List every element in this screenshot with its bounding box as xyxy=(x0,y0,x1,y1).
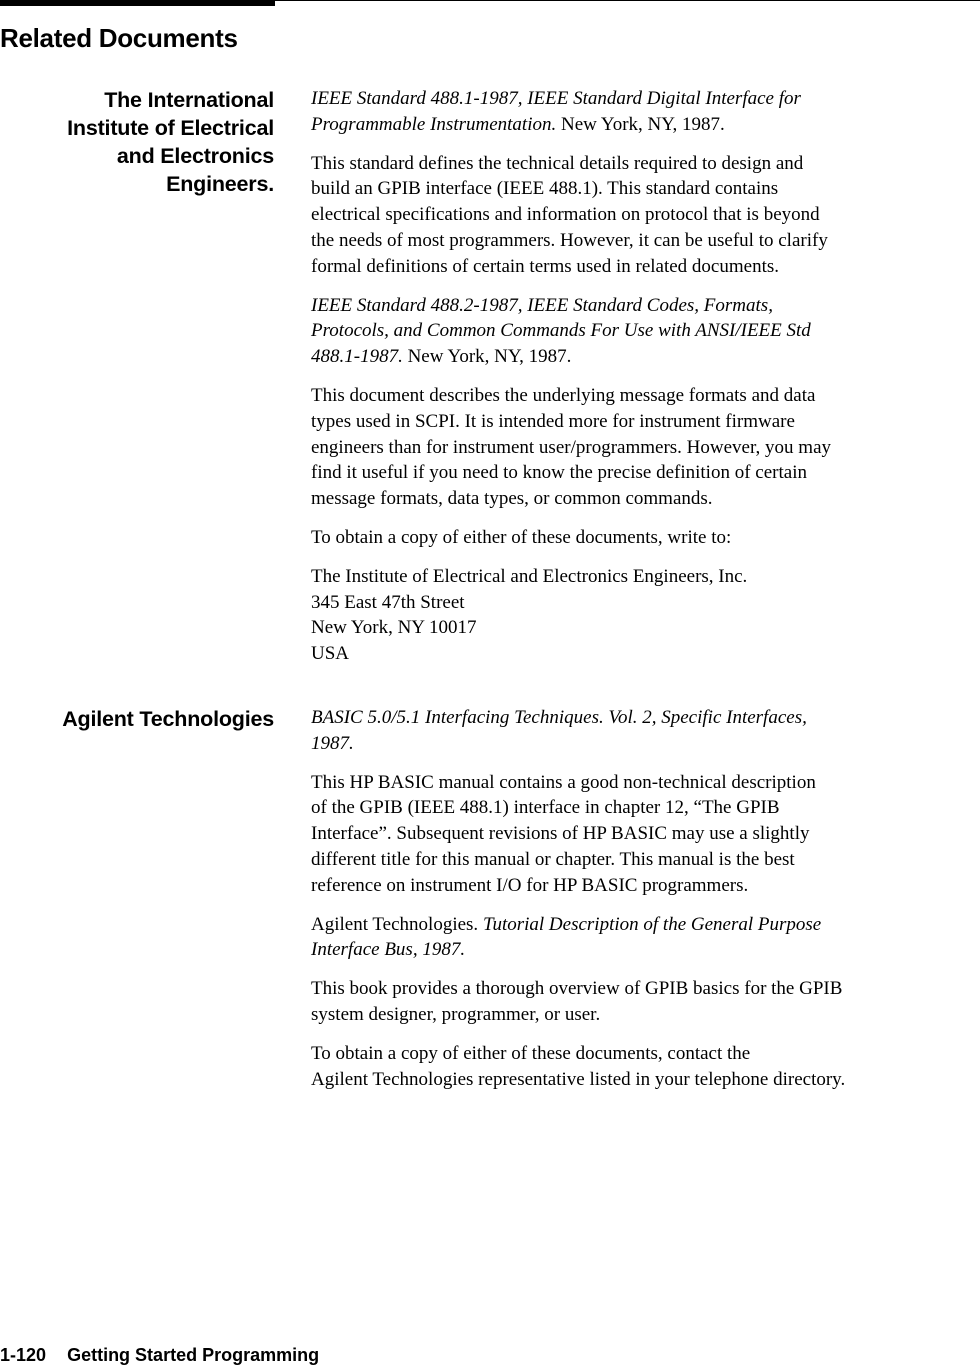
text-line: Interface”. Subsequent revisions of HP BASIC may use a slightly xyxy=(311,823,810,845)
agilent-contact-instructions xyxy=(311,1041,980,1093)
text-line: To obtain a copy of either of these documents, write to: xyxy=(311,526,732,548)
reference-title: IEEE Standard 488.1-1987, IEEE Standard Digital Interface for xyxy=(311,88,801,109)
text-line: This standard defines the technical details required to design and xyxy=(311,152,804,174)
reference-title: 488.1-1987. xyxy=(311,346,403,368)
reference-title: BASIC 5.0/5.1 Interfacing Techniques. Vol. 2, Specific Interfaces, xyxy=(311,707,807,728)
text-line: formal definitions of certain terms used in related documents. xyxy=(311,255,779,277)
reference-line xyxy=(311,912,980,938)
address-line: 345 East 47th Street xyxy=(311,591,465,613)
ieee-heading xyxy=(0,86,274,198)
agilent-heading xyxy=(0,705,274,733)
reference-publisher: New York, NY, 1987. xyxy=(402,346,572,368)
agilent-heading-line: Agilent Technologies xyxy=(62,707,274,731)
text-line: system designer, programmer, or user. xyxy=(311,1003,601,1025)
header-rule-thick xyxy=(0,0,275,6)
reference-line xyxy=(311,293,980,319)
reference-title: 1987. xyxy=(311,732,354,754)
reference-author: Agilent Technologies. xyxy=(311,913,483,935)
reference-line xyxy=(311,705,980,731)
page-title: Related Documents xyxy=(0,23,238,53)
address-line: New York, NY 10017 xyxy=(311,617,477,639)
text-line: This book provides a thorough overview of GPIB basics for the GPIB xyxy=(311,978,843,1000)
text-line: This document describes the underlying message formats and data xyxy=(311,384,816,406)
text-line: different title for this manual or chapter. This manual is the best xyxy=(311,848,795,870)
page-footer xyxy=(0,1343,319,1367)
text-line: the needs of most programmers. However, it can be useful to clarify xyxy=(311,229,828,251)
text-line: This HP BASIC manual contains a good non-technical description xyxy=(311,771,816,793)
reference-line xyxy=(311,731,980,757)
text-line: To obtain a copy of either of these documents, contact the xyxy=(311,1042,751,1064)
ieee-obtain-instructions xyxy=(311,525,980,551)
text-line: reference on instrument I/O for HP BASIC programmers. xyxy=(311,874,749,896)
ieee-heading-line: The International xyxy=(104,88,274,112)
address-line: USA xyxy=(311,643,350,665)
text-line: electrical specifications and information on protocol that is beyond xyxy=(311,204,820,226)
ieee-reference-1 xyxy=(311,86,980,138)
agilent-description-2 xyxy=(311,976,980,1028)
ieee-reference-2 xyxy=(311,293,980,370)
ieee-heading-line: and Electronics xyxy=(116,144,274,168)
reference-title: Protocols, and Common Commands For Use with ANSI/IEEE Std xyxy=(311,320,811,342)
ieee-description-2 xyxy=(311,383,980,512)
address-line: The Institute of Electrical and Electronics Engineers, Inc. xyxy=(311,565,748,587)
reference-publisher: New York, NY, 1987. xyxy=(556,113,725,135)
reference-line xyxy=(311,318,980,344)
agilent-reference-2 xyxy=(311,912,980,964)
page-number: 1-120 xyxy=(0,1345,47,1365)
text-line: Agilent Technologies representative listed in your telephone directory. xyxy=(311,1068,846,1090)
ieee-body xyxy=(311,86,980,680)
text-line: find it useful if you need to know the precise definition of certain xyxy=(311,462,807,484)
text-line: build an GPIB interface (IEEE 488.1). This standard contains xyxy=(311,178,779,200)
text-line: message formats, data types, or common commands. xyxy=(311,488,713,510)
header-rule-thin xyxy=(275,0,980,1)
reference-line xyxy=(311,86,980,112)
agilent-description-1 xyxy=(311,770,980,899)
reference-line xyxy=(311,937,980,963)
text-line: of the GPIB (IEEE 488.1) interface in chapter 12, “The GPIB xyxy=(311,797,780,819)
reference-title: IEEE Standard 488.2-1987, IEEE Standard Codes, Formats, xyxy=(311,294,773,316)
text-line: types used in SCPI. It is intended more for instrument firmware xyxy=(311,410,795,432)
reference-title: Tutorial Description of the General Purpose xyxy=(482,913,822,935)
ieee-description-1 xyxy=(311,151,980,280)
ieee-heading-line: Engineers. xyxy=(166,172,274,196)
agilent-reference-1 xyxy=(311,705,980,757)
reference-line xyxy=(311,112,980,138)
ieee-heading-line: Institute of Electrical xyxy=(67,116,274,140)
reference-title: Programmable Instrumentation. xyxy=(311,113,557,135)
text-line: engineers than for instrument user/programmers. However, you may xyxy=(311,436,832,458)
agilent-body xyxy=(311,705,980,1105)
ieee-address xyxy=(311,564,980,667)
chapter-title: Getting Started Programming xyxy=(67,1345,320,1365)
reference-line xyxy=(311,344,980,370)
reference-title: Interface Bus, 1987. xyxy=(311,939,466,961)
